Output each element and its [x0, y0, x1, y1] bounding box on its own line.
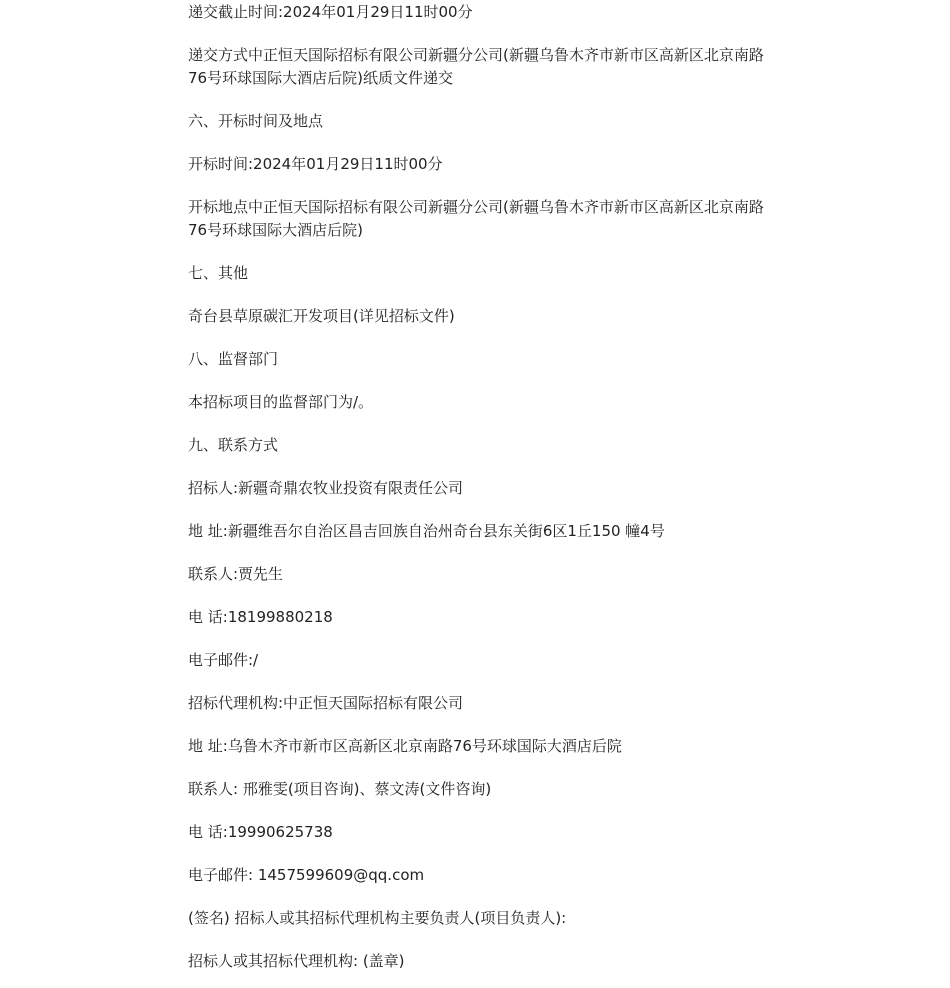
agency-phone: 电 话:19990625738: [188, 823, 333, 841]
signature-line: (签名) 招标人或其招标代理机构主要负责人(项目负责人):: [188, 909, 567, 927]
project-name: 奇台县草原碳汇开发项目(详见招标文件): [188, 307, 455, 325]
tenderer-email: 电子邮件:/: [188, 651, 259, 669]
section-heading-other: 七、其他: [188, 264, 249, 282]
submission-method: 递交方式中正恒天国际招标有限公司新疆分公司(新疆乌鲁木齐市新市区高新区北京南路76号环球国际大酒店后院)纸质文件递交: [188, 46, 764, 87]
tenderer-phone: 电 话:18199880218: [188, 608, 333, 626]
supervision-department: 本招标项目的监督部门为/。: [188, 393, 374, 411]
tenderer-name: 招标人:新疆奇鼎农牧业投资有限责任公司: [188, 479, 464, 497]
agency-address: 地 址:乌鲁木齐市新市区高新区北京南路76号环球国际大酒店后院: [188, 737, 622, 755]
section-heading-opening: 六、开标时间及地点: [188, 112, 324, 130]
submission-deadline: 递交截止时间:2024年01月29日11时00分: [188, 3, 473, 21]
section-heading-contact: 九、联系方式: [188, 436, 279, 454]
agency-email: 电子邮件: 1457599609@qq.com: [188, 866, 425, 884]
tenderer-contact: 联系人:贾先生: [188, 565, 284, 583]
agency-contact: 联系人: 邢雅雯(项目咨询)、蔡文涛(文件咨询): [188, 780, 492, 798]
section-heading-supervision: 八、监督部门: [188, 350, 279, 368]
seal-line: 招标人或其招标代理机构: (盖章): [188, 952, 405, 970]
agency-name: 招标代理机构:中正恒天国际招标有限公司: [188, 694, 464, 712]
opening-time: 开标时间:2024年01月29日11时00分: [188, 155, 443, 173]
tenderer-address: 地 址:新疆维吾尔自治区昌吉回族自治州奇台县东关街6区1丘150 幢4号: [188, 522, 665, 540]
opening-location: 开标地点中正恒天国际招标有限公司新疆分公司(新疆乌鲁木齐市新市区高新区北京南路76号环球国际大酒店后院): [188, 198, 764, 239]
